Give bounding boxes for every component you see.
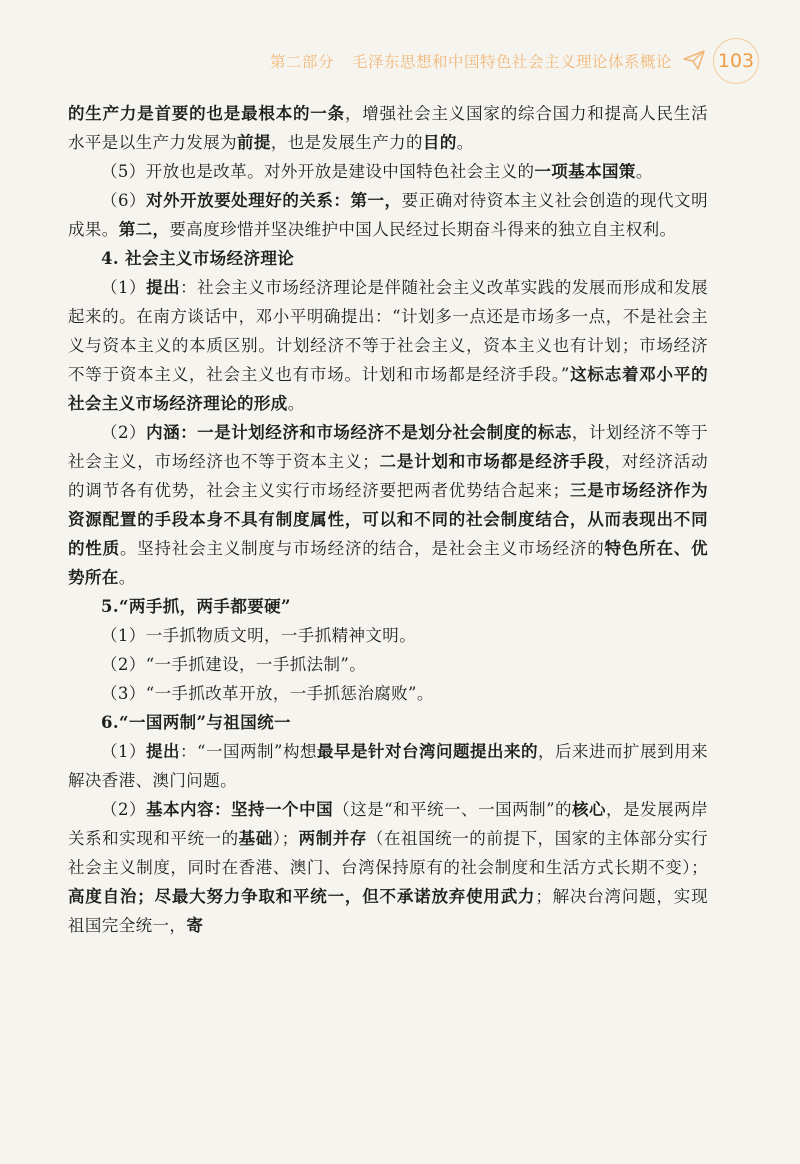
bold-text: 一项基本国策 <box>534 162 636 181</box>
bold-text: 两制并存 <box>298 829 367 848</box>
part-label: 第二部分 <box>269 53 334 71</box>
text: （1） <box>101 742 147 761</box>
bold-text: 寄 <box>186 916 204 935</box>
text: ，是发展两岸关系和实现和平统一的 <box>68 800 708 848</box>
page-number: 103 <box>713 38 759 84</box>
bold-text: 第二， <box>118 220 170 239</box>
text: ）； <box>272 829 299 848</box>
text: ：社会主义市场经济理论是伴随社会主义改革实践的发展而形成和发展起来的。在南方谈话中，邓小平明确提出：“计划多一点还是市场多一点，不是社会主义与资本主义的本质区别。计划经济不等于社会主义，资本主义也有计划；市场经济不等于资本主义，社会主义也有市场。计划和市场都是经济手段。” <box>68 278 708 384</box>
bold-text: 特色所在、优势所在 <box>68 539 709 587</box>
text: 。 <box>118 568 136 587</box>
text: 。 <box>635 162 653 181</box>
bold-text: 二是计划和市场都是经济手段 <box>379 452 605 471</box>
paragraph-opening-relations <box>68 186 708 244</box>
text: ，增强社会主义国家的综合国力和提高人民生活水平是以生产力发展为 <box>68 104 708 152</box>
bold-text: 提出 <box>146 278 181 297</box>
bold-text: 前提 <box>237 133 271 152</box>
text: （这是“和平统一、一国两制”的 <box>333 800 573 819</box>
text: ：“一国两制”构想 <box>180 742 317 761</box>
text: （5）开放也是改革。对外开放是建设中国特色社会主义的 <box>101 162 535 181</box>
bold-text: 对外开放要处理好的关系：第一， <box>146 191 402 210</box>
bold-text: 核心 <box>572 800 607 819</box>
paragraph-opening-up <box>68 157 708 186</box>
text: 。 <box>456 133 474 152</box>
text: ，后来进而扩展到用来解决香港、澳门问题。 <box>68 742 708 790</box>
text: ，对经济活动的调节各有优势，社会主义实行市场经济要把两者优势结合起来； <box>68 452 709 500</box>
paragraph-productivity <box>68 99 708 157</box>
paper-plane-icon <box>683 50 705 70</box>
section-heading-two-hands: 5.“两手抓，两手都要硬” <box>101 597 291 616</box>
header-title <box>270 50 672 72</box>
list-item-two-hands-2: （2）“一手抓建设，一手抓法制”。 <box>101 655 367 674</box>
paragraph-market-origin <box>68 273 708 418</box>
book-title: 毛泽东思想和中国特色社会主义理论体系概论 <box>351 53 672 71</box>
bold-text: 最早是针对台湾问题提出来的 <box>316 742 539 761</box>
bold-text: 基本内容：坚持一个中国 <box>146 800 334 819</box>
text: 。坚持社会主义制度与市场经济的结合，是社会主义市场经济的 <box>119 539 605 558</box>
section-heading-market-economy: 4. 社会主义市场经济理论 <box>101 249 295 268</box>
paragraph-market-connotation <box>68 418 708 592</box>
bold-text: 高度自治；尽最大努力争取和平统一，但不承诺放弃使用武力 <box>68 887 536 906</box>
text: （在祖国统一的前提下，国家的主体部分实行社会主义制度，同时在香港、澳门、台湾保持原有的社会制度和生活方式长期不变）； <box>68 829 709 877</box>
bold-text: 基础 <box>238 829 273 848</box>
bold-text: 的生产力是首要的也是最根本的一条 <box>68 104 345 123</box>
page-body <box>68 99 708 940</box>
bold-text: 这标志着邓小平的社会主义市场经济理论的形成 <box>68 365 709 413</box>
bold-text: 目的 <box>422 133 457 152</box>
text: 要正确对待资本主义社会创造的现代文明成果。 <box>68 191 708 239</box>
text: ，计划经济不等于社会主义，市场经济也不等于资本主义； <box>68 423 708 471</box>
paragraph-one-country-origin <box>68 737 708 795</box>
running-header <box>0 38 800 82</box>
text: （2） <box>101 800 147 819</box>
paragraph-one-country-content <box>68 795 708 940</box>
list-item-two-hands-1: （1）一手抓物质文明，一手抓精神文明。 <box>101 626 417 645</box>
text: 。 <box>287 394 305 413</box>
text: 要高度珍惜并坚决维护中国人民经过长期奋斗得来的独立自主权利。 <box>169 220 677 239</box>
text: （1） <box>101 278 147 297</box>
bold-text: 提出 <box>146 742 181 761</box>
text: ，也是发展生产力的 <box>270 133 423 152</box>
list-item-two-hands-3: （3）“一手抓改革开放，一手抓惩治腐败”。 <box>101 684 434 703</box>
text: （2） <box>101 423 147 442</box>
text: ；解决台湾问题，实现祖国完全统一， <box>68 887 709 935</box>
section-heading-one-country: 6.“一国两制”与祖国统一 <box>101 713 291 732</box>
bold-text: 三是市场经济作为资源配置的手段本身不具有制度属性，可以和不同的社会制度结合，从而表现出不同的性质 <box>68 481 708 558</box>
text: （6） <box>101 191 147 210</box>
bold-text: 内涵：一是计划经济和市场经济不是划分社会制度的标志 <box>146 423 572 442</box>
